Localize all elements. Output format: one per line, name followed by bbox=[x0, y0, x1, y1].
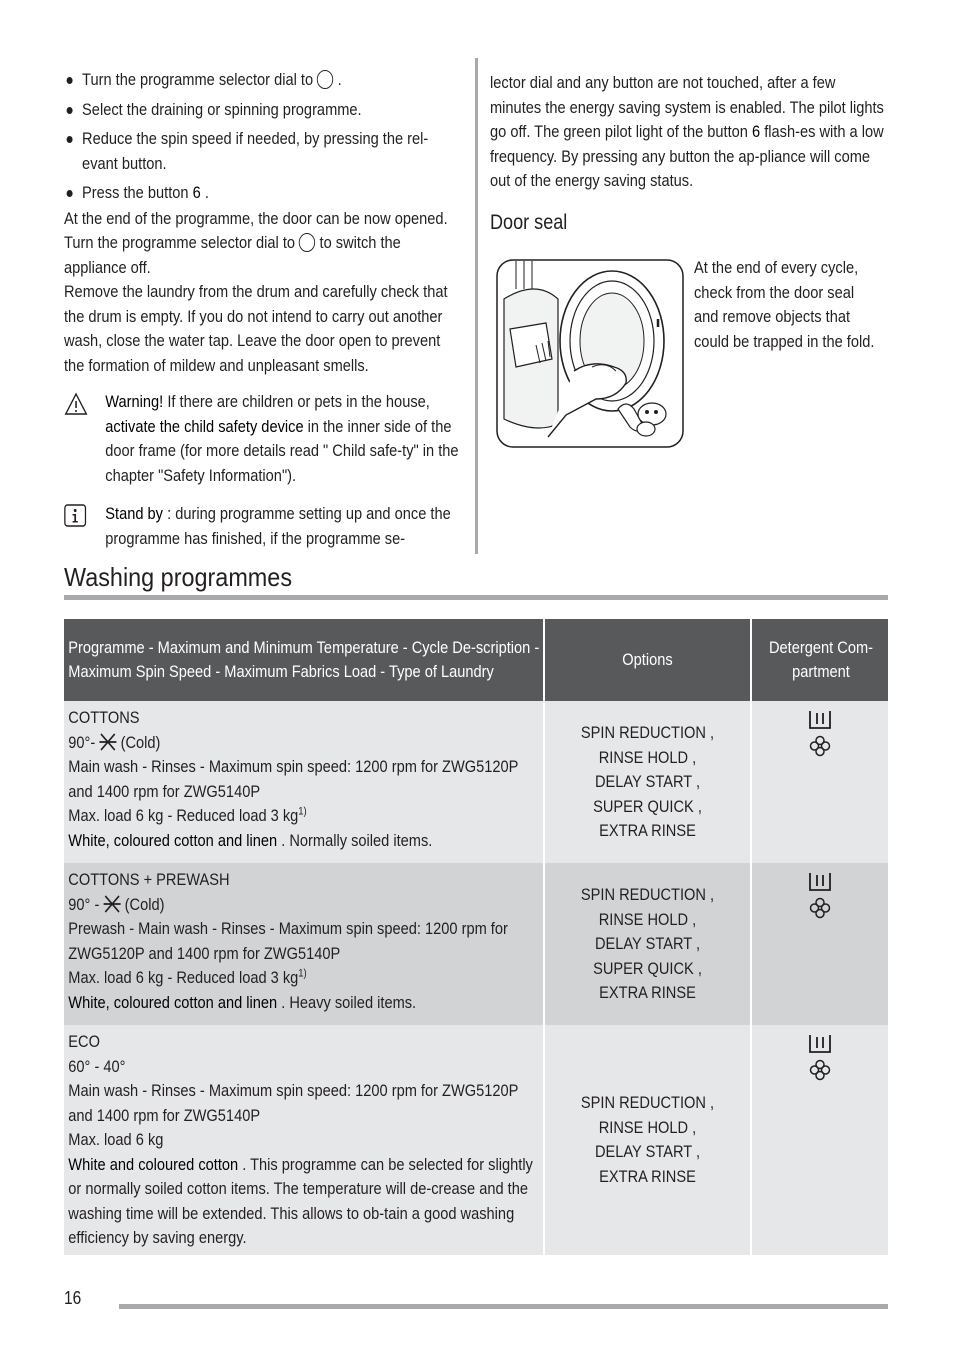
bullet-text: . bbox=[204, 183, 209, 202]
page-number: 16 bbox=[64, 1288, 82, 1308]
temp-text: 90° - bbox=[68, 894, 100, 914]
laundry-type: White and coloured cotton bbox=[68, 1154, 239, 1174]
warning-note bbox=[64, 390, 464, 488]
main-wash-icon bbox=[808, 709, 832, 731]
paragraph-text: At the end of the programme, the door can be now opened. Turn the programme selector dial to bbox=[64, 208, 448, 252]
info-icon bbox=[64, 504, 86, 528]
programme-description: Main wash - Rinses - Maximum spin speed: 1200 rpm for ZWG5120P and 1400 rpm for ZWG5140P bbox=[68, 757, 519, 801]
programme-laundry bbox=[68, 991, 543, 1016]
child-safety-link: activate the child safety device bbox=[105, 416, 304, 436]
laundry-type: White, coloured cotton and linen bbox=[68, 992, 278, 1012]
programme-laundry bbox=[68, 829, 543, 854]
programme-load bbox=[68, 804, 543, 829]
table-row bbox=[64, 701, 888, 863]
bullet-text: Press the button bbox=[82, 183, 189, 202]
option-item: RINSE HOLD , bbox=[598, 909, 697, 929]
option-item: SUPER QUICK , bbox=[593, 958, 702, 978]
temp-text: 90°- bbox=[68, 732, 96, 752]
left-column bbox=[64, 68, 464, 551]
header-detergent: Detergent Com-partment bbox=[768, 637, 874, 681]
header-programme: Programme - Maximum and Minimum Temperature - Cycle De-scription - Maximum Spin Speed - Maximum Fabrics Load - Type of Laundry bbox=[68, 637, 540, 681]
paragraph-text: to switch the appliance off. bbox=[64, 233, 401, 277]
bullet-item bbox=[64, 181, 464, 206]
programme-load: Max. load 6 kg bbox=[68, 1130, 164, 1149]
bullet-text: Turn the programme selector dial to bbox=[82, 70, 314, 89]
option-item: SPIN REDUCTION , bbox=[580, 1093, 715, 1112]
warning-text: in the inner side of the door frame (for more details read " Child safe-ty" in the chapter "Safety Information"). bbox=[105, 416, 459, 485]
detergent-cell bbox=[751, 863, 888, 1025]
main-wash-icon bbox=[808, 1033, 832, 1055]
laundry-note: . Normally soiled items. bbox=[281, 830, 433, 850]
bullet-text: . bbox=[337, 70, 342, 89]
fabric-softener-icon bbox=[809, 735, 831, 757]
load-text: Max. load 6 kg - Reduced load 3 kg bbox=[68, 806, 299, 825]
bullet-item: Select the draining or spinning programme. bbox=[64, 98, 464, 123]
fabric-softener-icon bbox=[809, 897, 831, 919]
option-item: DELAY START , bbox=[594, 772, 701, 791]
table-header bbox=[64, 619, 544, 701]
button-number: 6 bbox=[752, 122, 761, 141]
footnote-mark: 1) bbox=[298, 967, 307, 980]
option-item: EXTRA RINSE bbox=[599, 821, 696, 840]
section-title: Washing programmes bbox=[64, 562, 293, 592]
programme-description: Prewash - Main wash - Rinses - Maximum spin speed: 1200 rpm for ZWG5120P and 1400 rpm for ZWG5140P bbox=[68, 919, 508, 963]
laundry-note: . Heavy soiled items. bbox=[281, 992, 417, 1012]
programme-cell bbox=[64, 701, 544, 863]
option-item: EXTRA RINSE bbox=[599, 1166, 696, 1186]
paragraph bbox=[64, 207, 464, 281]
paragraph-text: flash-es with a low frequency. By pressing any button the ap-pliance will come out of the energy saving status. bbox=[490, 122, 884, 190]
standby-text: : during programme setting up and once the programme has finished, if the programme se- bbox=[105, 504, 451, 548]
main-wash-icon bbox=[808, 871, 832, 893]
footer-rule bbox=[119, 1304, 888, 1309]
laundry-note: . This programme can be selected for slightly or normally soiled cotton items. The temperature will de-crease and the washing time will be extended. This allows to ob-tain a good washing efficiency by saving energy. bbox=[68, 1154, 533, 1247]
option-item: RINSE HOLD , bbox=[598, 747, 697, 767]
option-item: DELAY START , bbox=[594, 934, 701, 953]
cold-wash-icon bbox=[99, 732, 116, 752]
programme-cell bbox=[64, 863, 544, 1025]
option-item: SUPER QUICK , bbox=[593, 796, 702, 816]
programme-temperature bbox=[68, 893, 543, 918]
dial-off-icon bbox=[299, 233, 315, 252]
programme-name: COTTONS + PREWASH bbox=[68, 870, 230, 889]
paragraph-text: lector dial and any button are not touched, after a few minutes the energy saving system is enabled. The pilot lights go off. The green pilot light of the button bbox=[490, 73, 884, 141]
programme-load bbox=[68, 966, 543, 991]
paragraph: Remove the laundry from the drum and carefully check that the drum is empty. If you do not intend to carry out another wash, close the water tap. Leave the door open to prevent the formation of mildew and unpleasant smells. bbox=[64, 282, 448, 375]
temp-text: (Cold) bbox=[124, 894, 165, 914]
column-divider bbox=[475, 58, 478, 554]
door-seal-text: At the end of every cycle, check from the door seal and remove objects that could be trapped in the fold. bbox=[694, 258, 875, 351]
programme-table bbox=[64, 619, 888, 1255]
programme-temperature: 60° - 40° bbox=[68, 1056, 126, 1076]
laundry-type: White, coloured cotton and linen bbox=[68, 830, 278, 850]
detergent-cell bbox=[751, 701, 888, 863]
options-cell bbox=[544, 701, 751, 863]
warning-label: Warning! bbox=[105, 392, 164, 411]
footnote-mark: 1) bbox=[298, 805, 307, 818]
paragraph bbox=[490, 71, 886, 194]
warning-icon bbox=[64, 392, 88, 416]
programme-cell bbox=[64, 1025, 544, 1255]
programme-laundry bbox=[68, 1153, 543, 1251]
bullet-item bbox=[64, 68, 464, 93]
header-options: Options bbox=[622, 649, 673, 669]
programme-description: Main wash - Rinses - Maximum spin speed: 1200 rpm for ZWG5120P and 1400 rpm for ZWG5140P bbox=[68, 1081, 519, 1125]
option-item: RINSE HOLD , bbox=[598, 1117, 697, 1137]
programme-temperature bbox=[68, 731, 543, 756]
table-row bbox=[64, 863, 888, 1025]
temp-text: (Cold) bbox=[120, 732, 161, 752]
bullet-item: Reduce the spin speed if needed, by pressing the rel-evant button. bbox=[64, 127, 464, 176]
detergent-cell bbox=[751, 1025, 888, 1255]
table-header bbox=[544, 619, 751, 701]
section-rule bbox=[64, 595, 888, 600]
options-cell bbox=[544, 1025, 751, 1255]
programme-name: COTTONS bbox=[68, 708, 140, 727]
option-item: SPIN REDUCTION , bbox=[580, 723, 715, 742]
fabric-softener-icon bbox=[809, 1059, 831, 1081]
button-number: 6 bbox=[192, 183, 201, 202]
load-text: Max. load 6 kg - Reduced load 3 kg bbox=[68, 968, 299, 987]
dial-off-icon bbox=[317, 70, 333, 89]
door-seal-illustration bbox=[496, 259, 684, 449]
door-seal-heading: Door seal bbox=[490, 210, 568, 234]
option-item: EXTRA RINSE bbox=[599, 983, 696, 1002]
standby-label: Stand by bbox=[105, 504, 163, 523]
standby-note bbox=[64, 502, 464, 551]
cold-wash-icon bbox=[103, 894, 120, 914]
option-item: DELAY START , bbox=[594, 1142, 701, 1161]
warning-text: If there are children or pets in the house, bbox=[167, 392, 430, 411]
table-header bbox=[751, 619, 888, 701]
programme-name: ECO bbox=[68, 1032, 100, 1051]
table-row bbox=[64, 1025, 888, 1255]
right-column bbox=[490, 71, 886, 245]
options-cell bbox=[544, 863, 751, 1025]
option-item: SPIN REDUCTION , bbox=[580, 885, 715, 904]
